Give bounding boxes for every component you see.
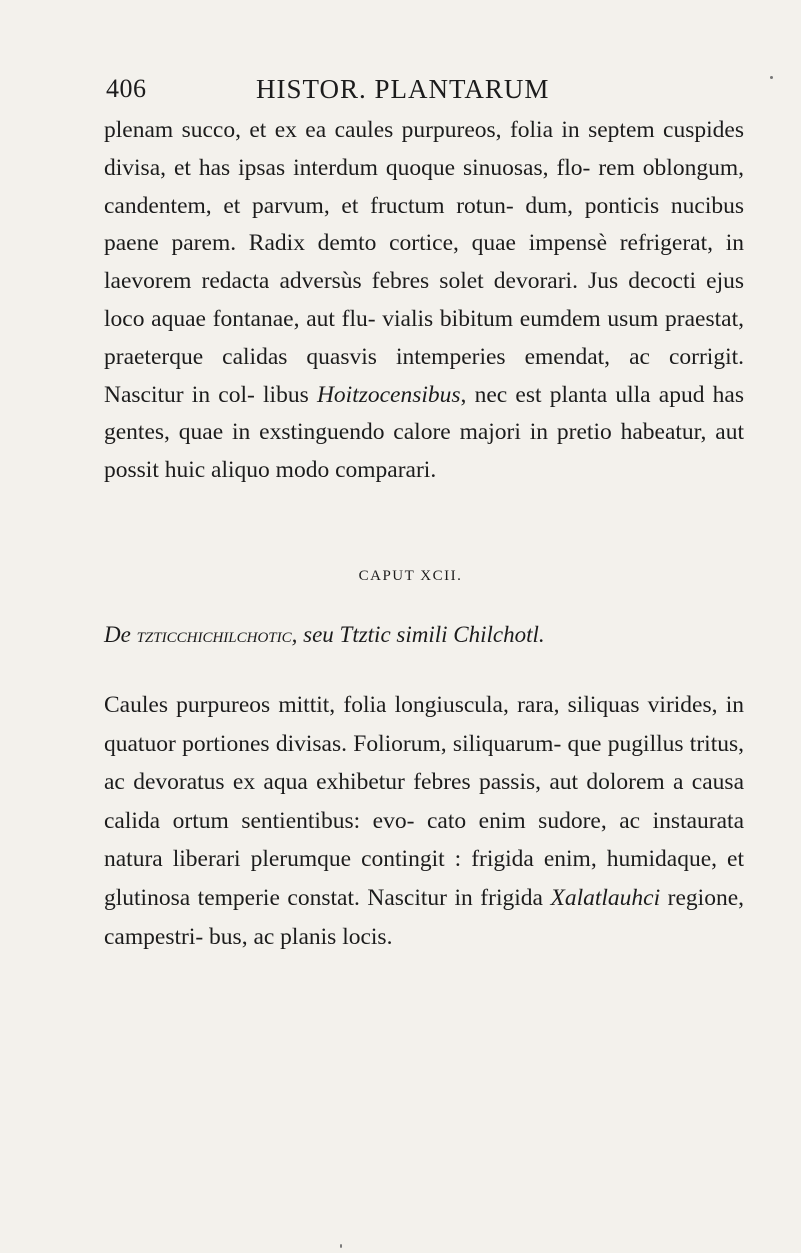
- chapter-label: CAPUT XCII.: [358, 568, 463, 584]
- chapter-title-suffix: , seu Ttztic simili Chilchotl.: [291, 622, 545, 647]
- body-paragraph-2: [104, 686, 744, 956]
- paragraph-1-text-end: , nec est planta ulla apud has gentes, quae in exstinguendo calore majori in pretio habeatur, aut possit huic aliquo modo comparari.: [104, 381, 744, 484]
- page-header: [104, 70, 744, 110]
- body-paragraph-1: [104, 112, 744, 490]
- running-title: HISTOR. PLANTARUM: [256, 74, 550, 104]
- paper-speck: [340, 1244, 342, 1248]
- chapter-title: [104, 622, 744, 648]
- paragraph-2-text: Caules purpureos mittit, folia longiuscula, rara, siliquas virides, in quatuor portiones divisas. Foliorum, siliquarum- que pugillus tritus, ac devoratus ex aqua exhibetur febres passis, aut dolorem a causa calida ortum sentientibus: evo- cato enim sudore, ac instaurata natura liberari plerumque contingit : frigida enim, humidaque, et glutinosa temperie constat. Nascitur in frigida: [104, 692, 744, 911]
- paragraph-2-text-end: regione, campestri- bus, ac planis locis.: [104, 884, 745, 950]
- place-name-xalatlauhci: Xalatlauhci: [550, 884, 661, 911]
- page-number: 406: [106, 74, 147, 103]
- paper-speck: [770, 76, 773, 79]
- chapter-title-prefix: De: [104, 622, 137, 647]
- place-name-hoitzocensibus: Hoitzocensibus: [316, 381, 461, 408]
- paragraph-1-text: plenam succo, et ex ea caules purpureos, folia in septem cuspides divisa, et has ipsas interdum quoque sinuosas, flo- rem oblongum, candentem, et parvum, et fructum rotun- dum, ponticis nucibus paene parem. Radix demto cortice, quae impensè refrigerat, in laevorem redacta adversùs febres solet devorari. Jus decocti ejus loco aquae fontanae, aut flu- vialis bibitum eumdem usum praestat, praeterque calidas quasvis intemperies emendat, ac corrigit. Nascitur in col- libus: [104, 117, 744, 408]
- chapter-title-plant-name: tzticchichilchotic: [136, 623, 292, 647]
